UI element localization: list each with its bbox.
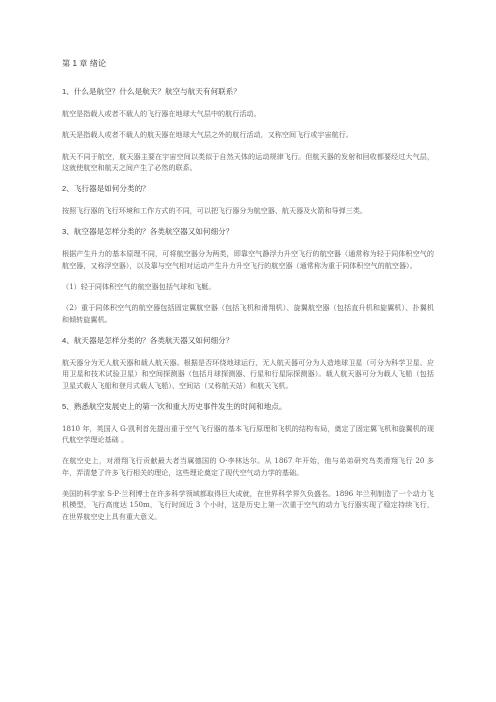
question-heading: 2、飞行器是如何分类的？ [62, 184, 150, 194]
answer-paragraph: （1）轻于同体积空气的航空器包括气球和飞艇。 [62, 282, 216, 292]
answer-paragraph: 航天器分为无人航天器和载人航天器。根据是否环绕地球运行，无人航天器可分为人造地球卫星（可分为科学卫星、应用卫星和技术试验卫星）和空间探测器（包括月球探测器、行星和行星际探测器）。载人航天器可分为载人飞船（包括卫星式载人飞船和登月式载人飞船）、空间站（又称航天站）和航天飞机。 [62, 357, 434, 390]
answer-paragraph: 根据产生升力的基本原理不同，可将航空器分为两类，即靠空气静浮力升空飞行的航空器（通常称为轻于同体积空气的航空器，又称浮空器），以及靠与空气相对运动产生升力升空飞行的航空器（通常称为重于同体积空气的航空器）。 [62, 249, 434, 270]
answer-paragraph: （2）重于同体积空气的航空器包括固定翼航空器（包括飞机和滑翔机）、旋翼航空器（包括直升机和旋翼机）、扑翼机和倾转旋翼机。 [62, 303, 434, 324]
answer-paragraph: 1810 年，英国人 G·凯利首先提出重于空气飞行器的基本飞行原理和飞机的结构布局，奠定了固定翼飞机和旋翼机的现代航空学理论基础 。 [62, 423, 434, 445]
question-heading: 4、航天器是怎样分类的？各类航天器又如何细分？ [62, 335, 234, 345]
question-heading: 3、航空器是怎样分类的？各类航空器又如何细分？ [62, 227, 234, 237]
answer-paragraph: 按照飞行器的飞行环境和工作方式的不同，可以把飞行器分为航空器、航天器及火箭和导弹三类。 [62, 206, 368, 216]
question-heading: 1、什么是航空？什么是航天？航空与航天有何联系？ [62, 87, 241, 96]
document-page [62, 58, 434, 532]
answer-paragraph: 航天是指载人或者不载人的航天器在地球大气层之外的航行活动，又称空间飞行或宇宙航行。 [62, 130, 353, 140]
question-heading: 5、熟悉航空发展史上的第一次和重大历史事件发生的时间和地点。 [62, 401, 287, 411]
answer-paragraph: 航天不同于航空，航天器主要在宇宙空间以类似于自然天体的运动规律飞行。但航天器的发射和回收都要经过大气层，这就使航空和航天之间产生了必然的联系。 [62, 151, 434, 172]
answer-paragraph: 在航空史上，对滑翔飞行贡献最大者当属德国的 O·李林达尔。从 1867 年开始，他与弟弟研究鸟类滑翔飞行 20 多年，弄清楚了许多飞行相关的理论，这些理论奠定了现代空气动力学的基础。 [62, 456, 434, 477]
answer-paragraph: 航空是指载人或者不载人的飞行器在地球大气层中的航行活动。 [62, 109, 261, 118]
answer-paragraph: 美国的科学家 S·P·兰利博士在许多科学领域都取得巨大成就，在世界科学界久负盛名。1896 年兰利制造了一个动力飞机模型，飞行高度达 150m，飞行时间近 3 个小时，这是历史上第一次重于空气的动力飞行器实现了稳定持续飞行，在世界航空史上具有重大意义。 [62, 489, 434, 521]
chapter-title: 第 1 章 绪论 [62, 59, 107, 68]
